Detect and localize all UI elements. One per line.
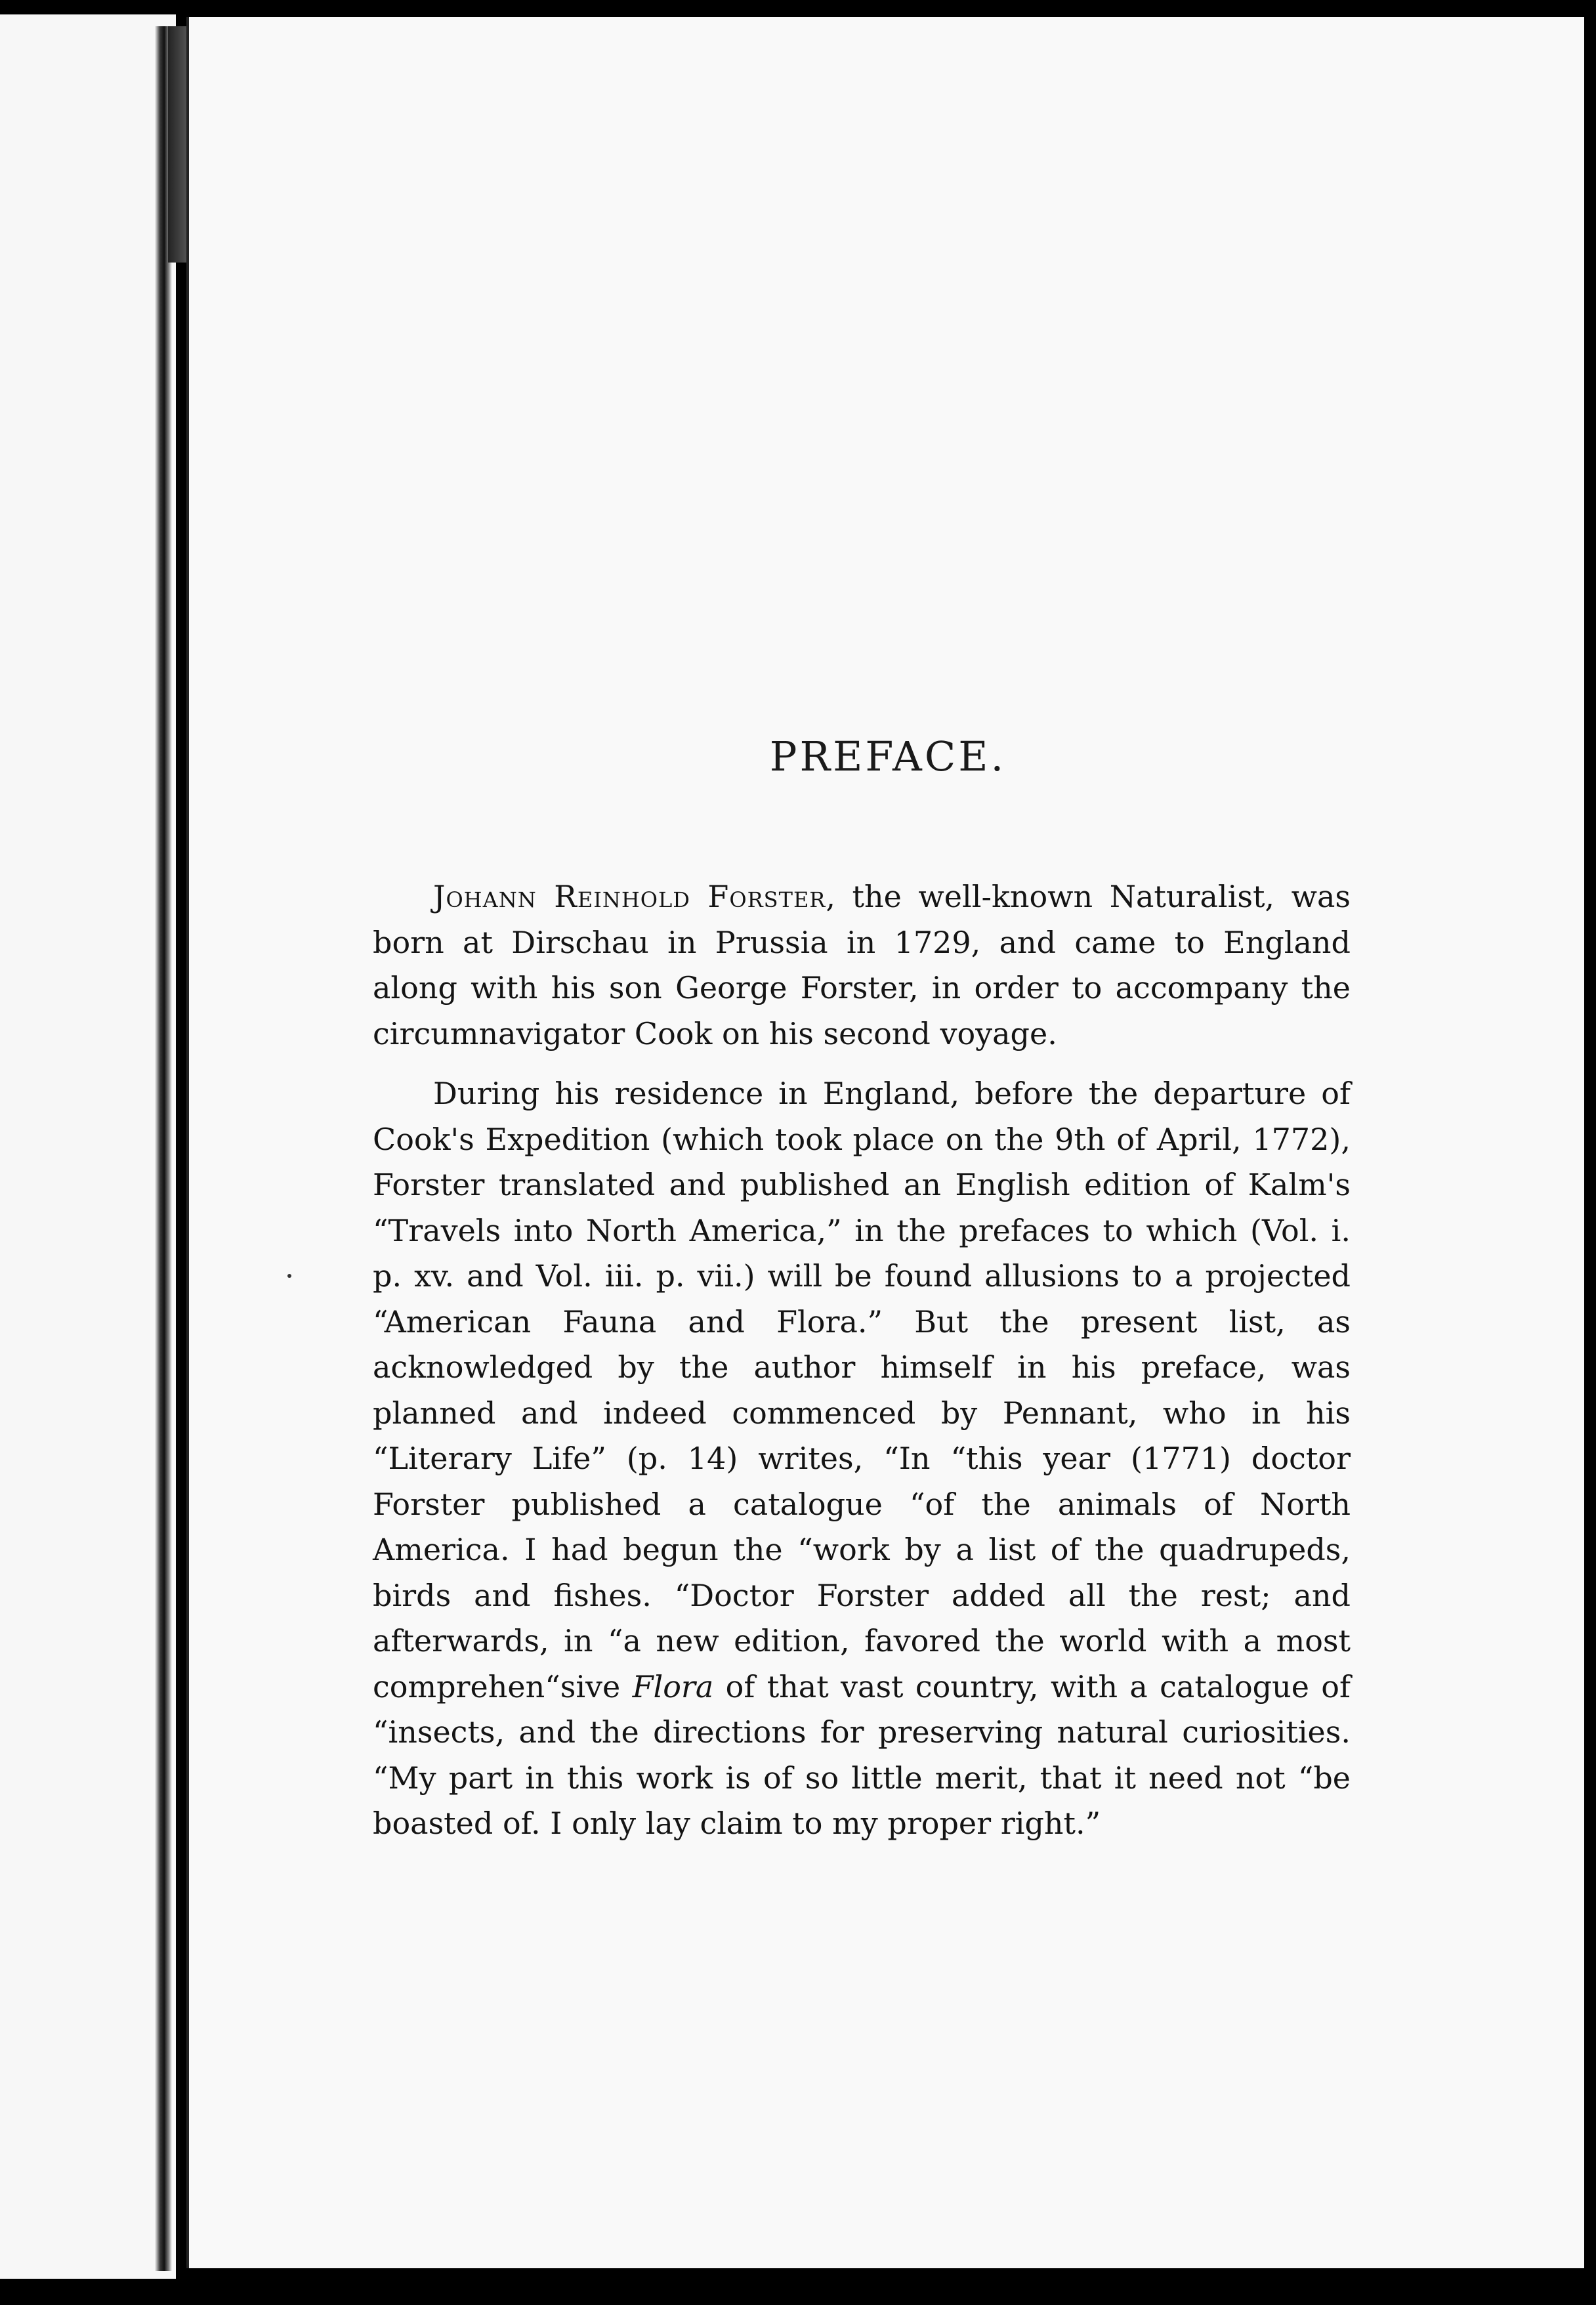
- paragraph-1-text: , the well-known Naturalist, was born at Dirschau in Prussia in 1729, and came to England along with his son George Forster, in order to accompany the circumnavigator Cook on his second voyage.: [373, 879, 1351, 1051]
- page-title: PREFACE.: [769, 732, 1007, 780]
- paragraph-2-text-after: of that vast country, with a catalogue of “insects, and the directions for preserving natural curiosities. “My part in this work is of so little merit, that it need not “be boasted of. I only lay claim to my proper right.”: [373, 1668, 1351, 1841]
- paragraph-2-text-before: During his residence in England, before the departure of Cook's Expedition (which took place on the 9th of April, 1772), Forster translated and published an English edition of Kalm's “Travels into North America,” in the prefaces to which (Vol. i. p. xv. and Vol. iii. p. vii.) will be found allusions to a projected “American Fauna and Flora.” But the present list, as acknowledged by the author himself in his preface, was planned and indeed commenced by Pennant, who in his “Literary Life” (p. 14) writes, “In “this year (1771) doctor Forster published a catalogue “of the animals of North America. I had begun the “work by a list of the quadrupeds, birds and fishes. “Doctor Forster added all the rest; and afterwards, in “a new edition, favored the world with a most comprehen“sive: [373, 1076, 1351, 1704]
- paper-speck: [287, 1274, 291, 1278]
- paragraph-2: [373, 1071, 1351, 1847]
- book-spine-shadow: [155, 26, 172, 2271]
- preface-body: [373, 874, 1351, 1847]
- italic-word-flora: Flora: [632, 1668, 714, 1704]
- author-name: Johann Reinhold Forster: [433, 879, 826, 914]
- paragraph-1: [373, 874, 1351, 1057]
- facing-page-edge: [0, 14, 176, 2279]
- preface-page: [186, 17, 1584, 2268]
